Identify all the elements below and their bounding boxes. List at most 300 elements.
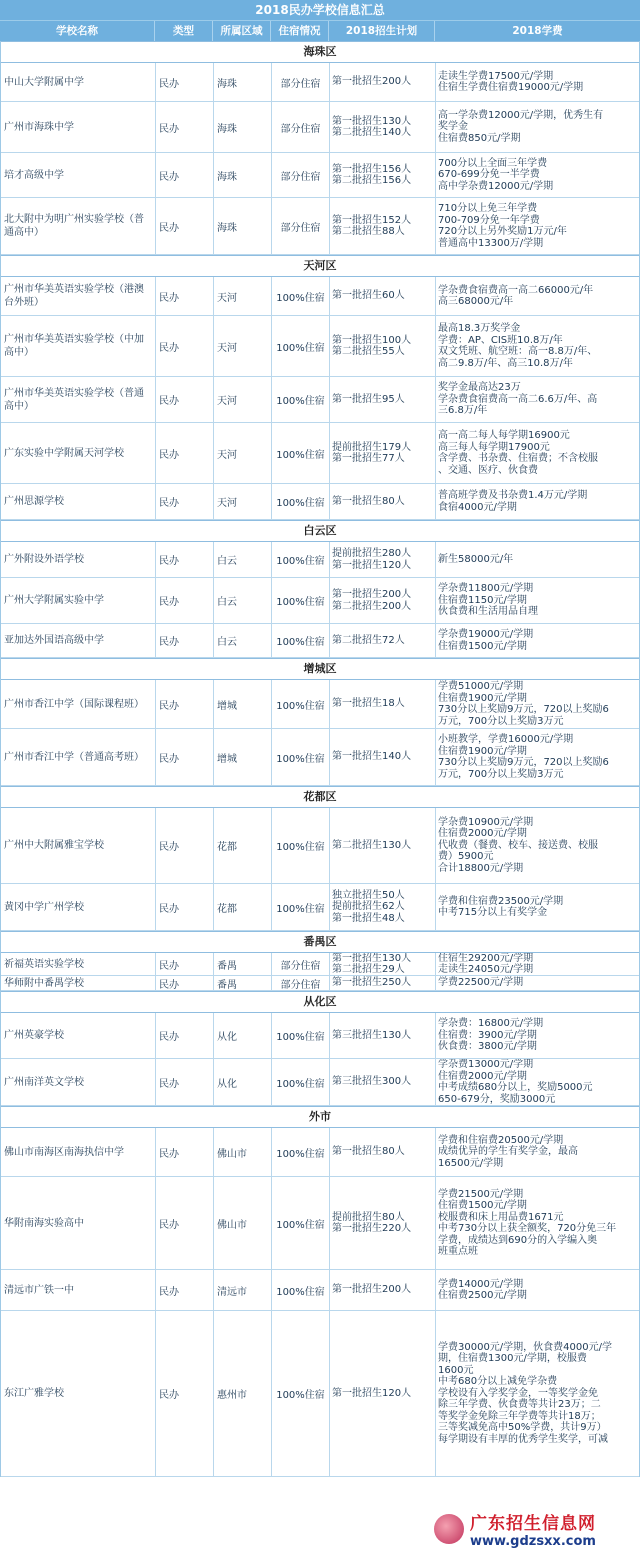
dorm-status: 100%住宿 <box>272 884 330 930</box>
enrollment-plan <box>330 1311 436 1476</box>
dorm-status: 部分住宿 <box>272 976 330 990</box>
table-row <box>1 1177 639 1270</box>
enrollment-plan <box>330 316 436 376</box>
table-body <box>0 41 640 1477</box>
school-type: 民办 <box>156 484 214 519</box>
dorm-status: 100%住宿 <box>272 316 330 376</box>
school-area: 佛山市 <box>214 1128 272 1176</box>
plan-line: 第三批招生130人 <box>332 1029 412 1041</box>
dorm-status: 100%住宿 <box>272 484 330 519</box>
fee-line: 奖学金 <box>438 121 468 133</box>
school-area: 白云 <box>214 578 272 623</box>
plan-line: 第二批招生55人 <box>332 346 405 357</box>
fee-line: 合计18800元/学期 <box>438 862 524 874</box>
school-name: 广州思源学校 <box>1 484 156 519</box>
fee-line: 高三68000元/年 <box>438 296 514 307</box>
fee-line: 万元，700分以上奖励3万元 <box>438 715 564 727</box>
dorm-status: 部分住宿 <box>272 953 330 975</box>
plan-line: 第一批招生156人 <box>332 163 412 175</box>
header-fee: 2018学费 <box>512 25 563 37</box>
fee-line: 1600元 <box>438 1364 474 1376</box>
fee-line: 三6.8万/年 <box>438 405 488 417</box>
enrollment-plan <box>330 63 436 101</box>
plan-line: 第二批招生72人 <box>332 634 405 646</box>
fee-line: 伙食费：3800元/学期 <box>438 1041 537 1053</box>
header-school-name: 学校名称 <box>0 21 155 41</box>
plan-line: 第一批招生80人 <box>332 1146 405 1158</box>
plan-line: 提前批招生80人 <box>332 1211 405 1223</box>
section-header: 增城区 <box>1 658 639 680</box>
fee-line: 、交通、医疗、伙食费 <box>438 464 538 476</box>
school-type: 民办 <box>156 423 214 483</box>
school-area: 清远市 <box>214 1270 272 1310</box>
dorm-status: 部分住宿 <box>272 153 330 197</box>
enrollment-plan <box>330 1013 436 1058</box>
header-area: 所属区域 <box>213 21 271 41</box>
fee-line: 学杂费食宿费高一高二66000元/年 <box>438 284 594 296</box>
plan-line: 第一批招生77人 <box>332 453 405 464</box>
plan-line: 第二批招生200人 <box>332 600 412 612</box>
enrollment-plan <box>330 1128 436 1176</box>
school-name: 广州大学附属实验中学 <box>1 578 156 623</box>
fee-line: 学杂费：16800元/学期 <box>438 1018 544 1030</box>
fee-line: 三等奖减免高中50%学费，共计9万） <box>438 1422 607 1434</box>
fee-line: 高中学杂费12000元/学期 <box>438 180 554 192</box>
dorm-status: 100%住宿 <box>272 1059 330 1105</box>
school-name: 广州市香江中学（国际课程班） <box>1 680 156 728</box>
school-type: 民办 <box>156 953 214 975</box>
fee-line: 住宿费：3900元/学期 <box>438 1029 537 1041</box>
dorm-status: 100%住宿 <box>272 1311 330 1476</box>
fee-line: 学杂费11800元/学期 <box>438 583 534 595</box>
tuition-fee <box>436 624 640 657</box>
table-row <box>1 1059 639 1106</box>
tuition-fee <box>436 1311 640 1476</box>
fee-line: 730分以上奖励9万元，720以上奖励6 <box>438 704 609 715</box>
dorm-status: 100%住宿 <box>272 423 330 483</box>
fee-line: 普通高中13300万/学期 <box>438 237 544 249</box>
school-name: 培才高级中学 <box>1 153 156 197</box>
table-row <box>1 808 639 884</box>
school-name: 黄冈中学广州学校 <box>1 884 156 930</box>
table-row <box>1 423 639 484</box>
school-area: 天河 <box>214 277 272 315</box>
school-area: 佛山市 <box>214 1177 272 1269</box>
fee-line: 走读生24050元/学期 <box>438 964 534 975</box>
school-area: 花都 <box>214 808 272 883</box>
plan-line: 独立批招生50人 <box>332 889 405 901</box>
fee-line: 住宿费1500元/学期 <box>438 1200 527 1211</box>
enrollment-plan <box>330 953 436 975</box>
tuition-fee <box>436 542 640 577</box>
school-area: 增城 <box>214 680 272 728</box>
fee-line: 650-679分，奖励3000元 <box>438 1093 556 1105</box>
fee-line: 住宿生学费住宿费19000元/学期 <box>438 82 584 93</box>
fee-line: 16500元/学期 <box>438 1157 504 1169</box>
table-row <box>1 1013 639 1059</box>
section-header: 外市 <box>1 1106 639 1128</box>
school-name: 广东实验中学附属天河学校 <box>1 423 156 483</box>
fee-line: 住宿费850元/学期 <box>438 132 521 144</box>
table-row <box>1 377 639 423</box>
fee-line: 等奖学金免除三年学费等共计18万； <box>438 1410 601 1422</box>
school-type: 民办 <box>156 102 214 152</box>
school-name: 广州市香江中学（普通高考班） <box>1 729 156 785</box>
section-header: 天河区 <box>1 255 639 277</box>
school-type: 民办 <box>156 1177 214 1269</box>
school-type: 民办 <box>156 377 214 422</box>
table-row <box>1 624 639 658</box>
school-type: 民办 <box>156 1128 214 1176</box>
watermark-logo-icon <box>434 1514 464 1544</box>
fee-line: 住宿生29200元/学期 <box>438 953 534 964</box>
page-title: 2018民办学校信息汇总 <box>0 0 640 21</box>
fee-line: 高三每人每学期17900元 <box>438 441 550 453</box>
school-area: 天河 <box>214 377 272 422</box>
school-name: 佛山市南海区南海执信中学 <box>1 1128 156 1176</box>
school-type: 民办 <box>156 198 214 254</box>
fee-line: 730分以上奖励9万元，720以上奖励6 <box>438 757 609 768</box>
plan-line: 第二批招生140人 <box>332 127 412 138</box>
school-area: 海珠 <box>214 63 272 101</box>
fee-line: 中考730分以上获全额奖，720分免三年 <box>438 1223 617 1234</box>
table-row <box>1 316 639 377</box>
watermark-title: 广东招生信息网 <box>470 1514 596 1534</box>
tuition-fee <box>436 578 640 623</box>
plan-line: 第一批招生120人 <box>332 559 412 571</box>
school-type: 民办 <box>156 1059 214 1105</box>
fee-line: 中考成绩680分以上，奖励5000元 <box>438 1082 593 1093</box>
school-type: 民办 <box>156 316 214 376</box>
school-type: 民办 <box>156 1013 214 1058</box>
section-header: 白云区 <box>1 520 639 542</box>
tuition-fee <box>436 1059 640 1105</box>
fee-line: 住宿费2500元/学期 <box>438 1290 527 1301</box>
fee-line: 班重点班 <box>438 1246 478 1257</box>
table-header <box>0 21 640 41</box>
tuition-fee <box>436 1013 640 1058</box>
tuition-fee <box>436 377 640 422</box>
fee-line: 中考715分以上有奖学金 <box>438 907 548 918</box>
school-name: 广州南洋英文学校 <box>1 1059 156 1105</box>
enrollment-plan <box>330 729 436 785</box>
fee-line: 学费14000元/学期 <box>438 1278 524 1290</box>
fee-line: 670-699分免一半学费 <box>438 169 540 181</box>
fee-line: 中考680分以上减免学杂费 <box>438 1376 558 1388</box>
tuition-fee <box>436 1128 640 1176</box>
school-area: 海珠 <box>214 102 272 152</box>
table-row <box>1 729 639 786</box>
tuition-fee <box>436 102 640 152</box>
fee-line: 700-709分免一年学费 <box>438 214 540 226</box>
enrollment-plan <box>330 624 436 657</box>
school-area: 白云 <box>214 542 272 577</box>
tuition-fee <box>436 277 640 315</box>
school-area: 海珠 <box>214 153 272 197</box>
enrollment-plan <box>330 277 436 315</box>
fee-line: 学校设有入学奖学金，一等奖学金免 <box>438 1387 598 1399</box>
fee-line: 成绩优异的学生有奖学金，最高 <box>438 1146 578 1158</box>
fee-line: 住宿费1150元/学期 <box>438 594 527 606</box>
fee-line: 含学费、书杂费、住宿费；不含校服 <box>438 453 598 464</box>
fee-line: 720分以上另外奖励1万元/年 <box>438 226 567 237</box>
plan-line: 第三批招生300人 <box>332 1076 412 1088</box>
enrollment-plan <box>330 102 436 152</box>
table-row <box>1 680 639 729</box>
tuition-fee <box>436 884 640 930</box>
fee-line: 学费：AP、CIS班10.8万/年 <box>438 334 563 346</box>
fee-line: 万元，700分以上奖励3万元 <box>438 768 564 780</box>
table-row <box>1 63 639 102</box>
fee-line: 学费22500元/学期 <box>438 977 524 989</box>
table-row <box>1 198 639 255</box>
dorm-status: 100%住宿 <box>272 808 330 883</box>
plan-line: 第一批招生95人 <box>332 393 405 405</box>
tuition-fee <box>436 1270 640 1310</box>
table-row <box>1 277 639 316</box>
dorm-status: 100%住宿 <box>272 1128 330 1176</box>
school-name: 广州市华美英语实验学校（中加高中） <box>1 316 156 376</box>
watermark-text <box>470 1509 596 1549</box>
school-name: 华师附中番禺学校 <box>1 976 156 990</box>
enrollment-plan <box>330 578 436 623</box>
table-row <box>1 578 639 624</box>
school-name: 祈福英语实验学校 <box>1 953 156 975</box>
table-row <box>1 1311 639 1477</box>
tuition-fee <box>436 484 640 519</box>
school-type: 民办 <box>156 1311 214 1476</box>
plan-line: 第一批招生120人 <box>332 1387 412 1399</box>
fee-line: 住宿费2000元/学期 <box>438 828 527 840</box>
plan-line: 第一批招生100人 <box>332 334 412 346</box>
fee-line: 奖学金最高达23万 <box>438 382 521 394</box>
school-area: 番禺 <box>214 953 272 975</box>
school-type: 民办 <box>156 976 214 990</box>
fee-line: 最高18.3万奖学金 <box>438 323 521 334</box>
school-type: 民办 <box>156 680 214 728</box>
fee-line: 学杂费10900元/学期 <box>438 816 534 828</box>
tuition-fee <box>436 680 640 728</box>
fee-line: 每学期设有丰厚的优秀学生奖学，可减 <box>438 1433 608 1445</box>
dorm-status: 部分住宿 <box>272 63 330 101</box>
fee-line: 期，住宿费1300元/学期，校服费 <box>438 1353 587 1365</box>
school-name: 中山大学附属中学 <box>1 63 156 101</box>
table-row <box>1 1128 639 1177</box>
plan-line: 第二批招生130人 <box>332 839 412 851</box>
section-header: 海珠区 <box>1 41 639 63</box>
table-row <box>1 484 639 520</box>
school-type: 民办 <box>156 578 214 623</box>
section-header: 番禺区 <box>1 931 639 953</box>
fee-line: 学费51000元/学期 <box>438 681 524 692</box>
tuition-fee <box>436 153 640 197</box>
enrollment-plan <box>330 680 436 728</box>
section-header: 花都区 <box>1 786 639 808</box>
school-name: 广外附设外语学校 <box>1 542 156 577</box>
dorm-status: 100%住宿 <box>272 277 330 315</box>
dorm-status: 100%住宿 <box>272 542 330 577</box>
fee-line: 代收费（餐费、校车、接送费、校服 <box>438 839 598 851</box>
school-area: 从化 <box>214 1013 272 1058</box>
watermark <box>434 1506 634 1552</box>
fee-line: 学费和住宿费23500元/学期 <box>438 895 564 907</box>
plan-line: 第一批招生200人 <box>332 1284 412 1296</box>
tuition-fee <box>436 953 640 975</box>
school-area: 从化 <box>214 1059 272 1105</box>
school-area: 天河 <box>214 484 272 519</box>
header-type: 类型 <box>155 21 213 41</box>
dorm-status: 部分住宿 <box>272 198 330 254</box>
enrollment-plan <box>330 976 436 990</box>
plan-line: 第一批招生18人 <box>332 698 405 710</box>
fee-line: 普高班学费及书杂费1.4万元/学期 <box>438 490 588 501</box>
plan-line: 提前批招生179人 <box>332 441 412 453</box>
school-type: 民办 <box>156 277 214 315</box>
school-area: 花都 <box>214 884 272 930</box>
section-header: 从化区 <box>1 991 639 1013</box>
plan-line: 第一批招生220人 <box>332 1223 412 1234</box>
school-name: 广州市华美英语实验学校（港澳台外班） <box>1 277 156 315</box>
tuition-fee <box>436 976 640 990</box>
plan-line: 第二批招生88人 <box>332 226 405 237</box>
watermark-url: www.gdzsxx.com <box>470 1534 596 1549</box>
enrollment-plan <box>330 153 436 197</box>
enrollment-plan <box>330 542 436 577</box>
fee-line: 走读生学费17500元/学期 <box>438 70 554 82</box>
plan-line: 第二批招生29人 <box>332 964 405 975</box>
plan-line: 提前批招生62人 <box>332 901 405 913</box>
school-area: 惠州市 <box>214 1311 272 1476</box>
fee-line: 高一高二每人每学期16900元 <box>438 430 570 441</box>
fee-line: 费）5900元 <box>438 851 494 863</box>
fee-line: 食宿4000元/学期 <box>438 501 517 513</box>
school-name: 亚加达外国语高级中学 <box>1 624 156 657</box>
fee-line: 学费21500元/学期 <box>438 1188 524 1200</box>
dorm-status: 100%住宿 <box>272 680 330 728</box>
school-name: 广州英豪学校 <box>1 1013 156 1058</box>
table-row <box>1 884 639 931</box>
fee-line: 学杂费19000元/学期 <box>438 629 534 640</box>
fee-line: 新生58000元/年 <box>438 553 514 565</box>
dorm-status: 部分住宿 <box>272 102 330 152</box>
fee-line: 学费，成绩达到690分的入学编入奥 <box>438 1234 598 1246</box>
plan-line: 第一批招生130人 <box>332 115 412 127</box>
school-name: 清远市广铁一中 <box>1 1270 156 1310</box>
fee-line: 700分以上全面三年学费 <box>438 157 548 169</box>
school-type: 民办 <box>156 624 214 657</box>
school-type: 民办 <box>156 63 214 101</box>
enrollment-plan <box>330 423 436 483</box>
plan-line: 第一批招生200人 <box>332 589 412 600</box>
dorm-status: 100%住宿 <box>272 377 330 422</box>
school-name: 东江广雅学校 <box>1 1311 156 1476</box>
enrollment-plan <box>330 1177 436 1269</box>
school-name: 广州市海珠中学 <box>1 102 156 152</box>
fee-line: 双文凭班、航空班：高一8.8万/年、 <box>438 346 598 357</box>
plan-line: 第一批招生250人 <box>332 977 412 989</box>
plan-line: 第一批招生152人 <box>332 214 412 226</box>
fee-line: 伙食费和生活用品自理 <box>438 606 538 618</box>
fee-line: 校服费和床上用品费1671元 <box>438 1211 564 1223</box>
dorm-status: 100%住宿 <box>272 624 330 657</box>
plan-line: 第一批招生130人 <box>332 953 412 964</box>
enrollment-plan <box>330 884 436 930</box>
enrollment-plan <box>330 484 436 519</box>
school-area: 天河 <box>214 316 272 376</box>
plan-line: 第一批招生140人 <box>332 751 412 763</box>
dorm-status: 100%住宿 <box>272 1177 330 1269</box>
school-name: 广州中大附属雅宝学校 <box>1 808 156 883</box>
plan-line: 第二批招生156人 <box>332 175 412 186</box>
enrollment-plan <box>330 808 436 883</box>
school-type: 民办 <box>156 153 214 197</box>
school-area: 白云 <box>214 624 272 657</box>
table-row <box>1 102 639 153</box>
plan-line: 提前批招生280人 <box>332 548 412 559</box>
fee-line: 710分以上免三年学费 <box>438 203 538 214</box>
header-plan: 2018招生计划 <box>329 21 435 41</box>
enrollment-plan <box>330 1270 436 1310</box>
tuition-fee <box>436 198 640 254</box>
fee-line: 高一学杂费12000元/学期，优秀生有 <box>438 109 604 121</box>
school-area: 海珠 <box>214 198 272 254</box>
tuition-fee <box>436 808 640 883</box>
fee-line: 住宿费2000元/学期 <box>438 1070 527 1082</box>
tuition-fee <box>436 423 640 483</box>
enrollment-plan <box>330 377 436 422</box>
table-row <box>1 153 639 198</box>
fee-line: 住宿费1500元/学期 <box>438 640 527 652</box>
school-area: 天河 <box>214 423 272 483</box>
plan-line: 第一批招生60人 <box>332 290 405 302</box>
fee-line: 除三年学费、伙食费等共计23万；二 <box>438 1399 601 1411</box>
header-dorm: 住宿情况 <box>271 21 329 41</box>
school-type: 民办 <box>156 884 214 930</box>
fee-line: 住宿费1900元/学期 <box>438 692 527 704</box>
school-name: 华附南海实验高中 <box>1 1177 156 1269</box>
school-type: 民办 <box>156 808 214 883</box>
fee-line: 学杂费食宿费高一高二6.6万/年、高 <box>438 393 598 405</box>
school-type: 民办 <box>156 729 214 785</box>
fee-line: 高二9.8万/年、高三10.8万/年 <box>438 357 573 369</box>
dorm-status: 100%住宿 <box>272 1270 330 1310</box>
fee-line: 学杂费13000元/学期 <box>438 1059 534 1070</box>
plan-line: 第一批招生48人 <box>332 912 405 924</box>
fee-line: 住宿费1900元/学期 <box>438 745 527 757</box>
fee-line: 学费30000元/学期，伙食费4000元/学 <box>438 1341 612 1353</box>
tuition-fee <box>436 63 640 101</box>
enrollment-plan <box>330 198 436 254</box>
fee-line: 小班教学，学费16000元/学期 <box>438 734 574 745</box>
school-name: 广州市华美英语实验学校（普通高中） <box>1 377 156 422</box>
school-area: 番禺 <box>214 976 272 990</box>
tuition-fee <box>436 729 640 785</box>
dorm-status: 100%住宿 <box>272 578 330 623</box>
fee-line: 学费和住宿费20500元/学期 <box>438 1134 564 1146</box>
school-type: 民办 <box>156 1270 214 1310</box>
tuition-fee <box>436 1177 640 1269</box>
table-row <box>1 953 639 976</box>
school-name: 北大附中为明广州实验学校（普通高中） <box>1 198 156 254</box>
tuition-fee <box>436 316 640 376</box>
enrollment-plan <box>330 1059 436 1105</box>
table-row <box>1 1270 639 1311</box>
plan-line: 第一批招生80人 <box>332 495 405 507</box>
table-row <box>1 976 639 991</box>
school-type: 民办 <box>156 542 214 577</box>
dorm-status: 100%住宿 <box>272 729 330 785</box>
school-area: 增城 <box>214 729 272 785</box>
